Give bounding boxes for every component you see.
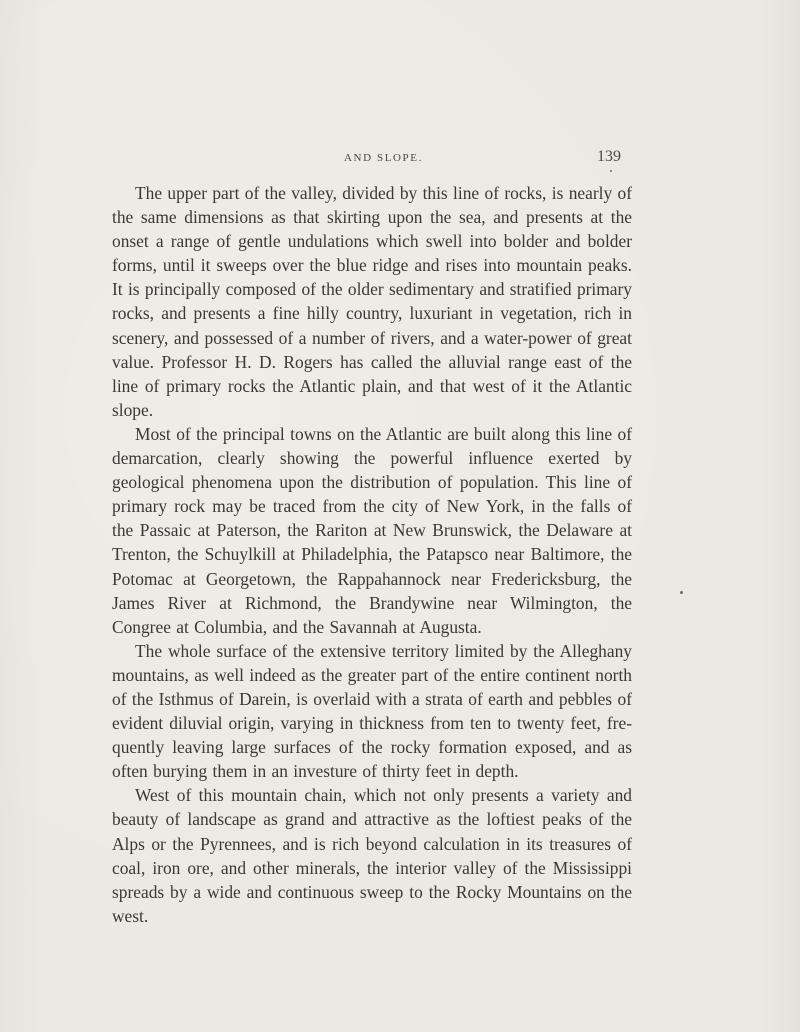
paragraph: The upper part of the valley, divided by this line of rocks, is nearly of the same dimensions as that skirting upon the sea, and presents at the onset a range of gentle undulations which swell into bolder and bolder forms, until it sweeps over the blue ridge and rises into mountain peaks. It is principally composed of the older sedimentary and stratified primary rocks, and presents a fine hilly country, luxuriant in vegetation, rich in scenery, and possessed of a number of rivers, and a water-power of great value. Professor H. D. Rogers has called the alluvial range east of the line of primary rocks the Atlantic plain, and that west of it the Atlantic slope. [112,183,632,420]
page-number: 139 [597,148,621,165]
paragraph: Most of the principal towns on the Atlantic are built along this line of demarcation, clearly showing the powerful influence exerted by geological phenomena upon the distribution of population. This line of primary rock may be traced from the city of New York, in the falls of the Passaic at Paterson, the Rariton at New Brunswick, the Delaware at Trenton, the Schuylkill at Philadelphia, the Patapsco near Baltimore, the Potomac at Georgetown, the Rappahannock near Fredericksburg, the James River at Richmond, the Brandywine near Wilmington, the Congree at Columbia, and the Savannah at Augusta. [112,423,632,637]
paper-speck [610,170,612,172]
body-text [112,181,632,928]
paragraph: The whole surface of the extensive territory limited by the Alleghany mountains, as well indeed as the greater part of the entire continent north of the Isthmus of Darein, is overlaid with a strata of earth and pebbles of evident diluvial origin, varying in thickness from ten to twenty feet, fre-quently leaving large surfaces of the rocky formation exposed, and as often burying them in an investure of thirty feet in depth. [112,640,632,782]
running-title: AND SLOPE. [344,152,423,164]
paragraph: West of this mountain chain, which not only presents a variety and beauty of landscape as grand and attractive as the loftiest peaks of the Alps or the Pyrennees, and is rich beyond calculation in its treasures of coal, iron ore, and other minerals, the interior valley of the Mississippi spreads by a wide and continuous sweep to the Rocky Mountains on the west. [112,785,632,926]
paper-speck [680,591,683,594]
running-head [0,148,800,172]
